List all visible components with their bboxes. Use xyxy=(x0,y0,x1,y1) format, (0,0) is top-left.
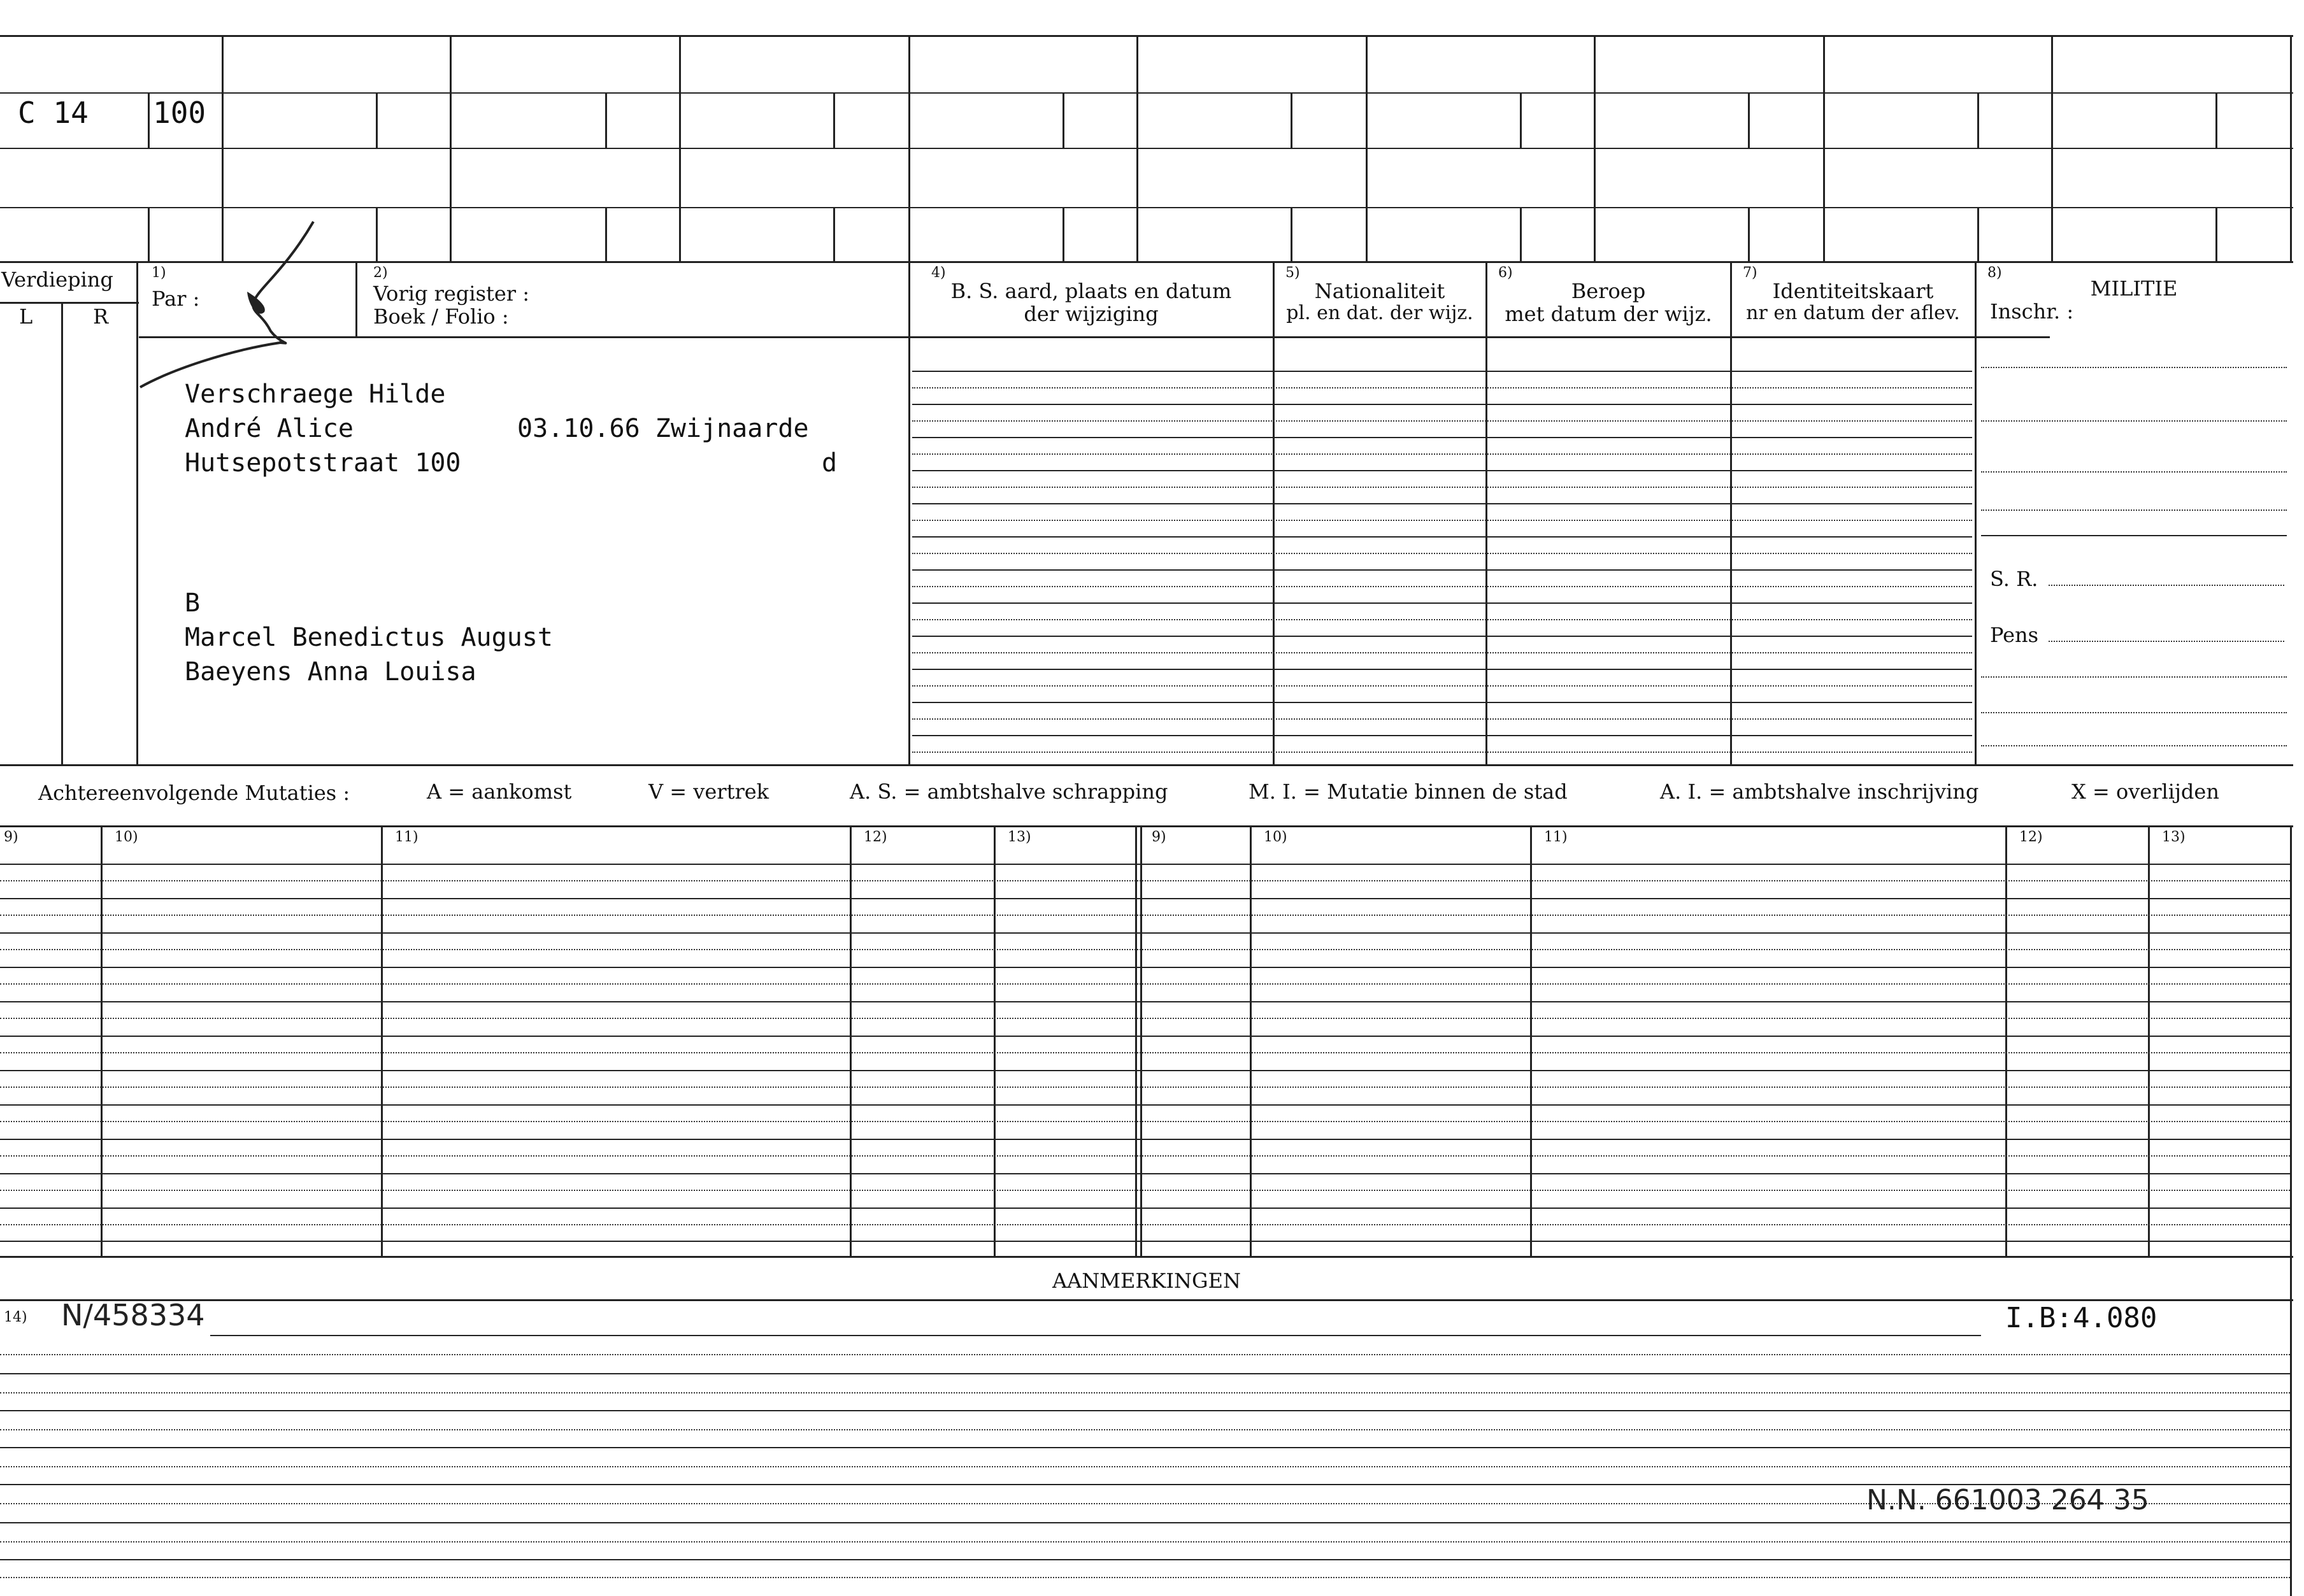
col5-number: 5) xyxy=(1285,265,1300,281)
legend-x: X = overlijden xyxy=(2071,780,2219,804)
col13-label: 13) xyxy=(1008,829,1031,845)
col12b-label: 12) xyxy=(2019,829,2043,845)
ib-number: I.B:4.080 xyxy=(2005,1302,2157,1334)
verdieping-l: L xyxy=(19,304,33,329)
dossier-number: N/458334 xyxy=(61,1298,205,1332)
card-code: C 14 xyxy=(18,96,89,130)
nat-label-2: pl. en dat. der wijz. xyxy=(1286,302,1473,324)
col9-label: 9) xyxy=(4,829,18,845)
mutaties-title: Achtereenvolgende Mutaties : xyxy=(38,781,350,805)
beroep-label-2: met datum der wijz. xyxy=(1505,302,1712,326)
beroep-label-1: Beroep xyxy=(1571,279,1646,303)
verdieping-r: R xyxy=(93,304,109,329)
nat-label-1: Nationaliteit xyxy=(1314,279,1445,303)
birth-date-place: 03.10.66 Zwijnaarde xyxy=(517,414,809,443)
id-label-1: Identiteitskaart xyxy=(1772,279,1934,303)
inschr-label: Inschr. : xyxy=(1990,299,2074,324)
col10-label: 10) xyxy=(115,829,138,845)
vorig-register-label: Vorig register : xyxy=(373,281,530,306)
col11b-label: 11) xyxy=(1544,829,1568,845)
legend-as: A. S. = ambtshalve schrapping xyxy=(850,780,1168,804)
col13b-label: 13) xyxy=(2162,829,2186,845)
par-label: Par : xyxy=(152,287,200,311)
verdieping-label: Verdieping xyxy=(1,267,113,292)
col4-number: 4) xyxy=(931,265,946,281)
pen-stroke-icon xyxy=(134,217,325,395)
id-label-2: nr en datum der aflev. xyxy=(1746,302,1960,324)
col12-label: 12) xyxy=(864,829,887,845)
col1-number: 1) xyxy=(152,265,166,281)
mother-name: Baeyens Anna Louisa xyxy=(185,657,476,687)
col6-number: 6) xyxy=(1498,265,1513,281)
legend-ai: A. I. = ambtshalve inschrijving xyxy=(1660,780,1979,804)
pens-label: Pens xyxy=(1990,623,2039,647)
col8-number: 8) xyxy=(1987,265,2002,281)
father-name: Marcel Benedictus August xyxy=(185,623,553,652)
boek-folio-label: Boek / Folio : xyxy=(373,304,509,329)
sex-marker: d xyxy=(822,448,838,478)
address: Hutsepotstraat 100 xyxy=(185,448,461,478)
militie-label: MILITIE xyxy=(2090,276,2178,301)
aanmerkingen-title: AANMERKINGEN xyxy=(1052,1269,1241,1293)
card-number: 100 xyxy=(153,96,206,130)
legend-v: V = vertrek xyxy=(648,780,769,804)
col9b-label: 9) xyxy=(1152,829,1166,845)
bs-label-2: der wijziging xyxy=(1024,302,1159,326)
status-marker: B xyxy=(185,588,201,618)
national-number: N.N. 661003 264 35 xyxy=(1866,1484,2149,1516)
legend-a: A = aankomst xyxy=(427,780,572,804)
legend-mi: M. I. = Mutatie binnen de stad xyxy=(1249,780,1568,804)
person-name: Verschraege Hilde xyxy=(185,380,446,409)
col7-number: 7) xyxy=(1743,265,1757,281)
sr-label: S. R. xyxy=(1990,567,2038,591)
col14-label: 14) xyxy=(4,1309,27,1325)
col10b-label: 10) xyxy=(1264,829,1287,845)
col2-number: 2) xyxy=(373,265,388,281)
person-firstname: André Alice xyxy=(185,414,354,443)
bs-label-1: B. S. aard, plaats en datum xyxy=(950,279,1232,303)
col11-label: 11) xyxy=(395,829,419,845)
